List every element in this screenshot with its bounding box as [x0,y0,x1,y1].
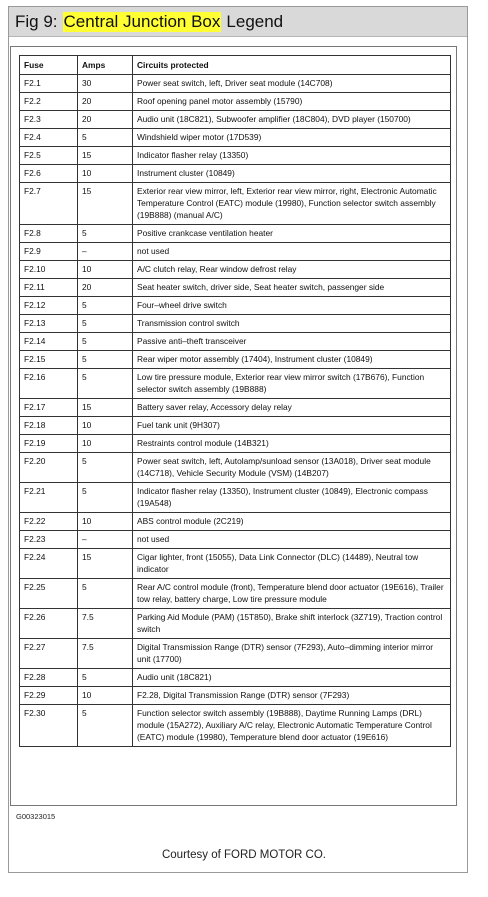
amps-cell: 5 [78,369,133,399]
column-header-amps: Amps [78,56,133,75]
circuits-cell: F2.28, Digital Transmission Range (DTR) sensor (7F293) [133,687,451,705]
table-row [20,483,451,513]
amps-cell: 7.5 [78,609,133,639]
highlighted-title: Central Junction Box [63,11,221,31]
circuits-cell: Cigar lighter, front (15055), Data Link Connector (DLC) (14489), Neutral tow indicator [133,549,451,579]
table-row [20,369,451,399]
fuse-cell: F2.28 [20,669,78,687]
fuse-cell: F2.9 [20,243,78,261]
table-row [20,111,451,129]
amps-cell: 5 [78,129,133,147]
fuse-cell: F2.8 [20,225,78,243]
circuits-cell: ABS control module (2C219) [133,513,451,531]
circuits-cell: not used [133,531,451,549]
column-header-circuits: Circuits protected [133,56,451,75]
circuits-cell: Battery saver relay, Accessory delay relay [133,399,451,417]
circuits-cell: Indicator flasher relay (13350), Instrument cluster (10849), Electronic compass (19A548) [133,483,451,513]
table-row [20,75,451,93]
table-row [20,687,451,705]
circuits-cell: Exterior rear view mirror, left, Exterior rear view mirror, right, Electronic Automatic Temperature Control (EATC) module (19980), Function selector switch assembly (19B888) (manual A/C) [133,183,451,225]
circuits-cell: Passive anti–theft transceiver [133,333,451,351]
fuse-table [19,55,451,747]
amps-cell: – [78,531,133,549]
fuse-cell: F2.17 [20,399,78,417]
table-row [20,225,451,243]
amps-cell: 10 [78,417,133,435]
table-header-row [20,56,451,75]
table-row [20,333,451,351]
fuse-cell: F2.2 [20,93,78,111]
fuse-cell: F2.7 [20,183,78,225]
table-row [20,513,451,531]
table-row [20,705,451,747]
table-row [20,93,451,111]
table-row [20,315,451,333]
table-row [20,243,451,261]
amps-cell: 20 [78,111,133,129]
fuse-cell: F2.22 [20,513,78,531]
figure-code: G00323015 [16,812,56,821]
fuse-cell: F2.18 [20,417,78,435]
table-row [20,297,451,315]
amps-cell: 5 [78,483,133,513]
circuits-cell: Positive crankcase ventilation heater [133,225,451,243]
amps-cell: 10 [78,165,133,183]
circuits-cell: Low tire pressure module, Exterior rear view mirror switch (17B676), Function selector switch assembly (19B888) [133,369,451,399]
figure-title-bar [9,7,467,37]
amps-cell: – [78,243,133,261]
fuse-table-body [20,75,451,747]
table-row [20,453,451,483]
amps-cell: 20 [78,93,133,111]
amps-cell: 5 [78,705,133,747]
circuits-cell: Roof opening panel motor assembly (15790) [133,93,451,111]
table-row [20,129,451,147]
amps-cell: 5 [78,669,133,687]
fuse-cell: F2.1 [20,75,78,93]
fuse-cell: F2.4 [20,129,78,147]
circuits-cell: Audio unit (18C821), Subwoofer amplifier (18C804), DVD player (150700) [133,111,451,129]
figure-label: Fig 9: [15,11,58,31]
amps-cell: 15 [78,147,133,165]
table-row [20,669,451,687]
amps-cell: 7.5 [78,639,133,669]
circuits-cell: Four–wheel drive switch [133,297,451,315]
table-row [20,639,451,669]
fuse-cell: F2.26 [20,609,78,639]
circuits-cell: Function selector switch assembly (19B888), Daytime Running Lamps (DRL) module (15A272), Auxiliary A/C relay, Electronic Automatic Temperature Control (EATC) module (19980), Temperature blend door actuator (19E616) [133,705,451,747]
fuse-cell: F2.14 [20,333,78,351]
table-row [20,609,451,639]
table-row [20,165,451,183]
circuits-cell: A/C clutch relay, Rear window defrost relay [133,261,451,279]
fuse-cell: F2.29 [20,687,78,705]
amps-cell: 15 [78,183,133,225]
table-row [20,351,451,369]
column-header-fuse: Fuse [20,56,78,75]
circuits-cell: not used [133,243,451,261]
amps-cell: 5 [78,315,133,333]
fuse-cell: F2.21 [20,483,78,513]
amps-cell: 10 [78,513,133,531]
fuse-cell: F2.15 [20,351,78,369]
circuits-cell: Restraints control module (14B321) [133,435,451,453]
amps-cell: 5 [78,579,133,609]
fuse-legend-document [10,46,457,806]
circuits-cell: Rear A/C control module (front), Temperature blend door actuator (19E616), Trailer tow relay, battery charge, Low tire pressure module [133,579,451,609]
circuits-cell: Power seat switch, left, Autolamp/sunload sensor (13A018), Driver seat module (14C718), Vehicle Security Module (VSM) (14B207) [133,453,451,483]
amps-cell: 10 [78,687,133,705]
table-row [20,531,451,549]
circuits-cell: Audio unit (18C821) [133,669,451,687]
amps-cell: 10 [78,435,133,453]
table-row [20,417,451,435]
table-row [20,147,451,165]
fuse-cell: F2.6 [20,165,78,183]
circuits-cell: Parking Aid Module (PAM) (15T850), Brake shift interlock (3Z719), Traction control switch [133,609,451,639]
fuse-cell: F2.27 [20,639,78,669]
amps-cell: 15 [78,399,133,417]
fuse-cell: F2.3 [20,111,78,129]
title-rest: Legend [226,11,284,31]
circuits-cell: Fuel tank unit (9H307) [133,417,451,435]
circuits-cell: Power seat switch, left, Driver seat module (14C708) [133,75,451,93]
circuits-cell: Digital Transmission Range (DTR) sensor (7F293), Auto–dimming interior mirror unit (17700) [133,639,451,669]
fuse-cell: F2.12 [20,297,78,315]
circuits-cell: Rear wiper motor assembly (17404), Instrument cluster (10849) [133,351,451,369]
fuse-cell: F2.23 [20,531,78,549]
amps-cell: 5 [78,225,133,243]
table-row [20,183,451,225]
amps-cell: 5 [78,333,133,351]
fuse-cell: F2.10 [20,261,78,279]
circuits-cell: Transmission control switch [133,315,451,333]
fuse-cell: F2.25 [20,579,78,609]
circuits-cell: Instrument cluster (10849) [133,165,451,183]
table-row [20,435,451,453]
amps-cell: 5 [78,453,133,483]
fuse-cell: F2.11 [20,279,78,297]
fuse-cell: F2.13 [20,315,78,333]
fuse-cell: F2.24 [20,549,78,579]
courtesy-credit: Courtesy of FORD MOTOR CO. [161,849,326,861]
fuse-cell: F2.20 [20,453,78,483]
amps-cell: 20 [78,279,133,297]
fuse-cell: F2.30 [20,705,78,747]
circuits-cell: Indicator flasher relay (13350) [133,147,451,165]
circuits-cell: Seat heater switch, driver side, Seat heater switch, passenger side [133,279,451,297]
amps-cell: 5 [78,351,133,369]
amps-cell: 5 [78,297,133,315]
table-row [20,279,451,297]
fuse-cell: F2.16 [20,369,78,399]
table-row [20,549,451,579]
amps-cell: 10 [78,261,133,279]
amps-cell: 15 [78,549,133,579]
fuse-cell: F2.19 [20,435,78,453]
amps-cell: 30 [78,75,133,93]
table-row [20,579,451,609]
table-row [20,399,451,417]
circuits-cell: Windshield wiper motor (17D539) [133,129,451,147]
fuse-cell: F2.5 [20,147,78,165]
table-row [20,261,451,279]
